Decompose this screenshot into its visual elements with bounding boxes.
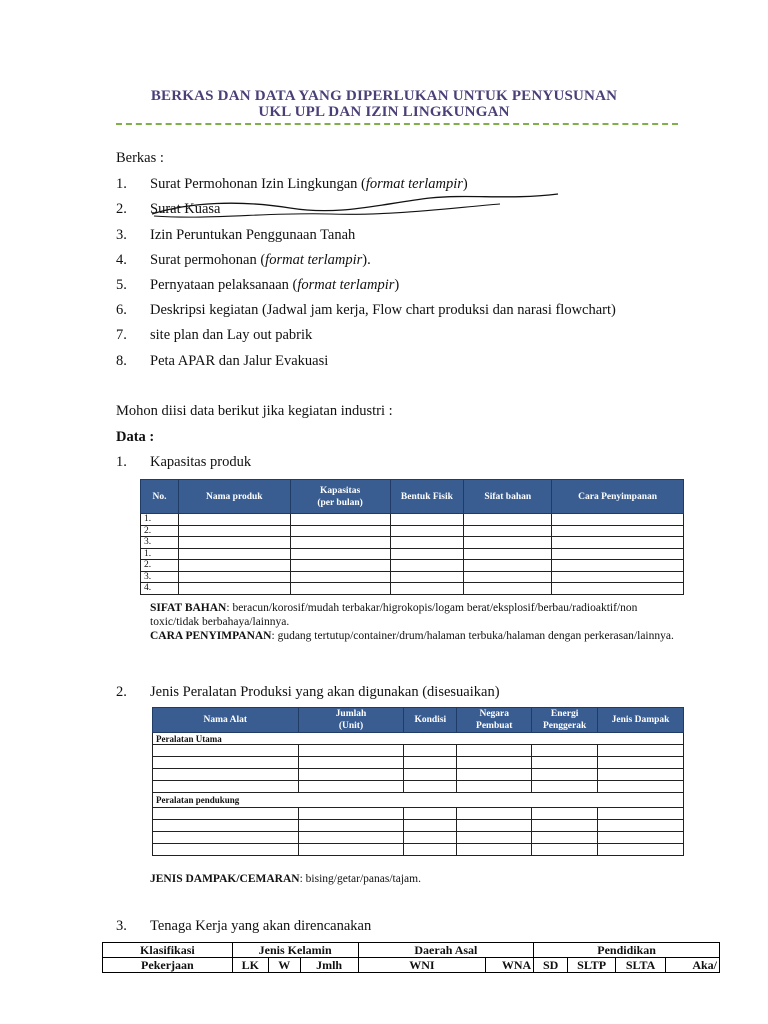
header-cara-penyimpanan: Cara Penyimpanan xyxy=(552,480,684,514)
sifat-bahan-note: SIFAT BAHAN: beracun/korosif/mudah terbakar/higrokopis/logam berat/eksplosif/berbau/radioaktif/non toxic/tidak berbahaya/lainnya. xyxy=(150,602,638,628)
berkas-num: 1. xyxy=(116,176,127,192)
berkas-item: site plan dan Lay out pabrik xyxy=(150,327,313,343)
table-header-row xyxy=(103,943,720,958)
header-wni: WNI xyxy=(358,958,486,973)
header-bentuk-fisik: Bentuk Fisik xyxy=(390,480,464,514)
berkas-item: Surat Permohonan Izin Lingkungan (format terlampir) xyxy=(150,176,468,192)
berkas-item: Surat permohonan (format terlampir). xyxy=(150,252,371,268)
header-w: W xyxy=(268,958,300,973)
title-divider xyxy=(116,123,678,125)
table-row: 2. xyxy=(141,560,684,572)
intro-text: Mohon diisi data berikut jika kegiatan industri : xyxy=(116,403,393,419)
header-jenis-kelamin: Jenis Kelamin xyxy=(232,943,358,958)
header-no: No. xyxy=(141,480,179,514)
document-title-line1: BERKAS DAN DATA YANG DIPERLUKAN UNTUK PENYUSUNAN xyxy=(150,88,618,104)
group-row xyxy=(153,733,684,745)
header-slta: SLTA xyxy=(616,958,666,973)
header-jumlah: Jumlah (Unit) xyxy=(298,708,404,733)
header-sifat-bahan: Sifat bahan xyxy=(464,480,552,514)
berkas-item: Deskripsi kegiatan (Jadwal jam kerja, Flow chart produksi dan narasi flowchart) xyxy=(150,302,616,318)
table-row xyxy=(153,808,684,820)
table-row xyxy=(153,832,684,844)
tenaga-kerja-table xyxy=(102,942,720,973)
section1-title: Kapasitas produk xyxy=(150,454,252,470)
jenis-dampak-note: JENIS DAMPAK/CEMARAN: bising/getar/panas/tajam. xyxy=(150,873,421,885)
table-row: 1. xyxy=(141,548,684,560)
berkas-item: Surat Kuasa xyxy=(150,201,221,217)
berkas-item: Izin Peruntukan Penggunaan Tanah xyxy=(150,227,356,243)
header-pekerjaan: Pekerjaan xyxy=(103,958,233,973)
table-row xyxy=(153,745,684,757)
header-wna: WNA xyxy=(486,958,534,973)
header-daerah-asal: Daerah Asal xyxy=(358,943,534,958)
header-aka: Aka/ xyxy=(666,958,720,973)
table-row xyxy=(153,769,684,781)
table-row xyxy=(153,820,684,832)
header-sltp: SLTP xyxy=(568,958,616,973)
peralatan-table xyxy=(152,707,684,856)
group-label-utama: Peralatan Utama xyxy=(153,733,684,745)
berkas-num: 3. xyxy=(116,227,127,243)
header-pendidikan: Pendidikan xyxy=(534,943,720,958)
section1-num: 1. xyxy=(116,454,127,470)
section2-num: 2. xyxy=(116,684,127,700)
berkas-num: 2. xyxy=(116,201,127,217)
group-label-pendukung: Peralatan pendukung xyxy=(153,793,684,808)
table-header-row xyxy=(153,708,684,733)
header-nama-alat: Nama Alat xyxy=(153,708,299,733)
berkas-num: 6. xyxy=(116,302,127,318)
table-header-row xyxy=(141,480,684,514)
table-row: 3. xyxy=(141,571,684,583)
header-sd: SD xyxy=(534,958,568,973)
berkas-num: 8. xyxy=(116,353,127,369)
table-row xyxy=(153,844,684,856)
section2-title: Jenis Peralatan Produksi yang akan digunakan (disesuaikan) xyxy=(150,684,500,700)
berkas-label: Berkas : xyxy=(116,150,164,166)
header-energi: Energi Penggerak xyxy=(532,708,598,733)
data-label: Data : xyxy=(116,429,155,445)
berkas-item: Pernyataan pelaksanaan (format terlampir) xyxy=(150,277,400,293)
cara-penyimpanan-note: CARA PENYIMPANAN: gudang tertutup/container/drum/halaman terbuka/halaman dengan perkerasan/lainnya. xyxy=(150,630,674,642)
berkas-num: 7. xyxy=(116,327,127,343)
kapasitas-table xyxy=(140,479,684,595)
handwritten-scribble xyxy=(150,186,570,226)
table-row: 2. xyxy=(141,525,684,537)
header-kapasitas: Kapasitas (per bulan) xyxy=(290,480,390,514)
group-row xyxy=(153,793,684,808)
section3-num: 3. xyxy=(116,918,127,934)
header-kondisi: Kondisi xyxy=(404,708,457,733)
berkas-num: 5. xyxy=(116,277,127,293)
table-row: 3. xyxy=(141,537,684,549)
table-row: 1. xyxy=(141,514,684,526)
document-title-line2: UKL UPL DAN IZIN LINGKUNGAN xyxy=(258,104,510,120)
berkas-item: Peta APAR dan Jalur Evakuasi xyxy=(150,353,329,369)
berkas-num: 4. xyxy=(116,252,127,268)
header-jenis-dampak: Jenis Dampak xyxy=(598,708,684,733)
table-row xyxy=(153,757,684,769)
table-header-row xyxy=(103,958,720,973)
table-row xyxy=(153,781,684,793)
header-nama-produk: Nama produk xyxy=(178,480,290,514)
header-negara: Negara Pembuat xyxy=(457,708,532,733)
header-lk: LK xyxy=(232,958,268,973)
header-jmlh: Jmlh xyxy=(300,958,358,973)
header-klasifikasi: Klasifikasi xyxy=(103,943,233,958)
table-row: 4. xyxy=(141,583,684,595)
section3-title: Tenaga Kerja yang akan direncanakan xyxy=(150,918,372,934)
